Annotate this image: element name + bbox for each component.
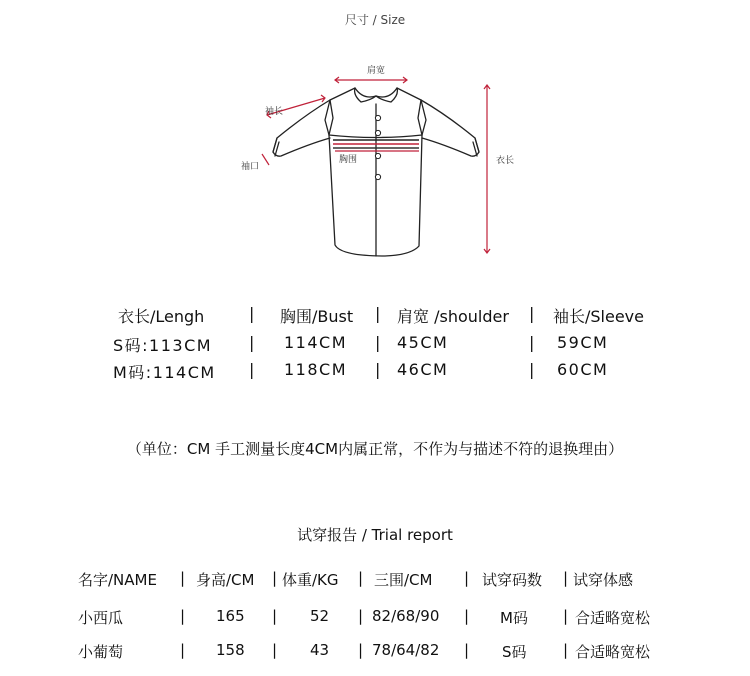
size-separator: | [375,333,381,352]
trial-separator: | [272,569,278,587]
trial-row-2-weight: 43 [310,641,330,659]
size-section-title: 尺寸 / Size [344,13,406,27]
trial-separator: | [563,569,569,587]
size-separator: | [249,333,255,352]
size-separator: | [529,360,535,379]
trial-separator: | [180,607,186,625]
trial-row-2-fit: 合适略宽松 [575,643,651,661]
trial-separator: | [563,607,569,625]
trial-separator: | [464,569,470,587]
trial-row-1-name: 小西瓜 [78,609,124,627]
trial-header-weight: 体重/KG [282,571,339,589]
size-header-shoulder: 肩宽 /shoulder [397,307,509,326]
coat-sketch [235,60,525,270]
trial-separator: | [358,569,364,587]
trial-header-name: 名字/NAME [78,571,157,589]
sleeve-label: 袖长 [265,107,284,117]
trial-row-1-fit: 合适略宽松 [575,609,651,627]
trial-row-1-height: 165 [216,607,245,625]
size-header-length: 衣长/Lengh [118,307,205,326]
trial-separator: | [180,641,186,659]
bust-label: 胸围 [339,155,358,165]
garment-diagram [235,60,525,270]
trial-separator: | [464,641,470,659]
trial-row-2-name: 小葡萄 [78,643,124,661]
size-row-s-bust: 114CM [284,333,348,352]
trial-separator: | [563,641,569,659]
size-separator: | [249,360,255,379]
trial-row-1-measurements: 82/68/90 [372,607,440,625]
trial-row-2-measurements: 78/64/82 [372,641,440,659]
size-separator: | [375,360,381,379]
trial-row-1-size: M码 [500,609,528,627]
size-separator: | [249,304,255,323]
trial-separator: | [272,607,278,625]
trial-separator: | [358,607,364,625]
trial-header-fit: 试穿体感 [573,571,634,589]
size-header-sleeve: 袖长/Sleeve [553,307,644,326]
size-row-s-shoulder: 45CM [397,333,449,352]
trial-separator: | [180,569,186,587]
size-separator: | [529,333,535,352]
trial-row-2-size: S码 [502,643,527,661]
size-row-s-length: S码:113CM [113,336,213,355]
measurement-note: （单位：CM 手工测量长度4CM内属正常，不作为与描述不符的退换理由） [126,440,624,458]
size-row-s-sleeve: 59CM [557,333,609,352]
length-label: 衣长 [496,156,515,166]
size-row-m-bust: 118CM [284,360,348,379]
size-separator: | [529,304,535,323]
cuff-label: 袖口 [241,162,260,172]
trial-row-1-weight: 52 [310,607,330,625]
size-separator: | [375,304,381,323]
size-row-m-sleeve: 60CM [557,360,609,379]
trial-header-measurements: 三围/CM [374,571,433,589]
size-header-bust: 胸围/Bust [280,307,354,326]
trial-separator: | [358,641,364,659]
trial-header-height: 身高/CM [196,571,255,589]
size-row-m-shoulder: 46CM [397,360,449,379]
size-row-m-length: M码:114CM [113,363,216,382]
trial-separator: | [272,641,278,659]
trial-header-size: 试穿码数 [482,571,543,589]
trial-report-title: 试穿报告 / Trial report [297,526,453,544]
trial-row-2-height: 158 [216,641,245,659]
shoulder-label: 肩宽 [367,66,386,76]
trial-separator: | [464,607,470,625]
